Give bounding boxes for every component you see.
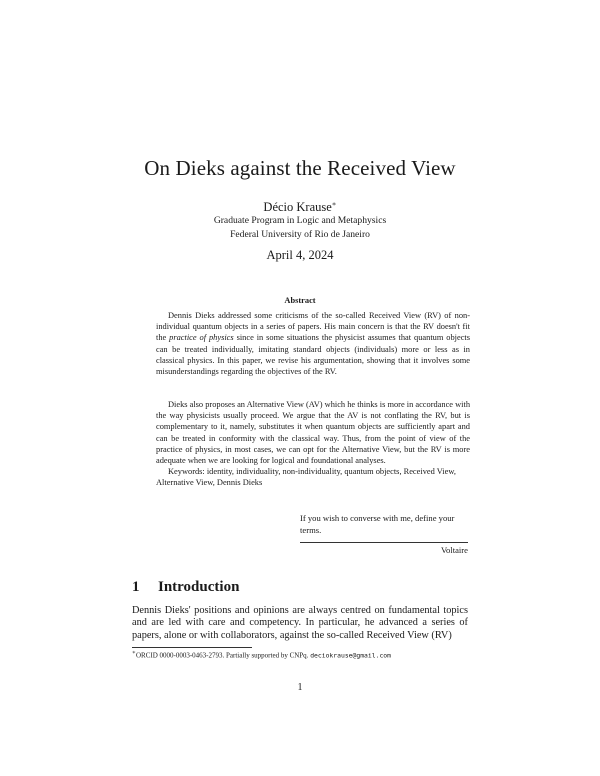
epigraph-text: If you wish to converse with me, define your terms.: [300, 513, 455, 535]
abstract-p1-end: since in some situations the physicist assumes that quantum objects can be treated individually, imitating standard objects (individuals) more or less as in classical physics. In this paper, we revise his argumentation, showing that it involves some misunderstandings regarding the objectives of the RV.: [156, 333, 471, 377]
section-title: Introduction: [158, 579, 240, 595]
footnote: [132, 650, 468, 659]
paper-date: April 4, 2024: [266, 248, 334, 262]
abstract-paragraph-1: [156, 310, 470, 377]
abstract-heading: Abstract: [284, 296, 316, 305]
epigraph-rule: [300, 542, 468, 543]
author-name-text: Décio Krause: [263, 200, 332, 215]
affiliation-line-1: Graduate Program in Logic and Metaphysics: [213, 215, 387, 226]
affiliation-line-2: Federal University of Rio de Janeiro: [230, 229, 370, 240]
abstract-p1-emphasis: practice of physics: [169, 333, 234, 343]
epigraph-attribution: Voltaire: [440, 545, 468, 555]
introduction-paragraph: Dennis Dieks' positions and opinions are always centred on fundamental topics and are led with care and competency. In particular, he advanced a series of papers, alone or with collaborators, against the so-called Received View (RV): [132, 605, 468, 641]
footnote-mark: ∗: [132, 650, 136, 656]
paper-title: On Dieks against the Received View: [144, 156, 456, 180]
section-number: 1: [132, 579, 140, 595]
author-footnote-mark: ∗: [331, 200, 337, 208]
section-heading: [132, 579, 239, 596]
footnote-rule: [132, 647, 252, 648]
keywords: Keywords: identity, individuality, non-individuality, quantum objects, Received View, Alternative View, Dennis Dieks: [156, 467, 456, 488]
author-name: [0, 200, 600, 215]
footnote-text: ORCID 0000-0003-0463-2793. Partially supported by CNPq.: [135, 651, 311, 660]
abstract-paragraph-2: Dieks also proposes an Alternative View (AV) which he thinks is more in accordance with the way physicists usually proceed. We argue that the AV is not conflating the RV, but is complementary to it, namely, substitutes it when quantum objects are sufficiently apart and can be treated in conformity with the classical way. Thus, from the point of view of the practice of physics, in most cases, we can opt for the Alternative View, but the RV is more adequate when we are looking for logical and foundational analyses.: [156, 400, 471, 466]
abstract-p1-start: Dennis Dieks addressed some criticisms of the so-called Received View (RV) of non-individual quantum objects in a series of papers. His main concern is that the RV doesn't fit the: [156, 311, 470, 343]
page-number: 1: [297, 682, 303, 693]
footnote-email-link[interactable]: deciokrause@gmail.com: [310, 651, 391, 660]
